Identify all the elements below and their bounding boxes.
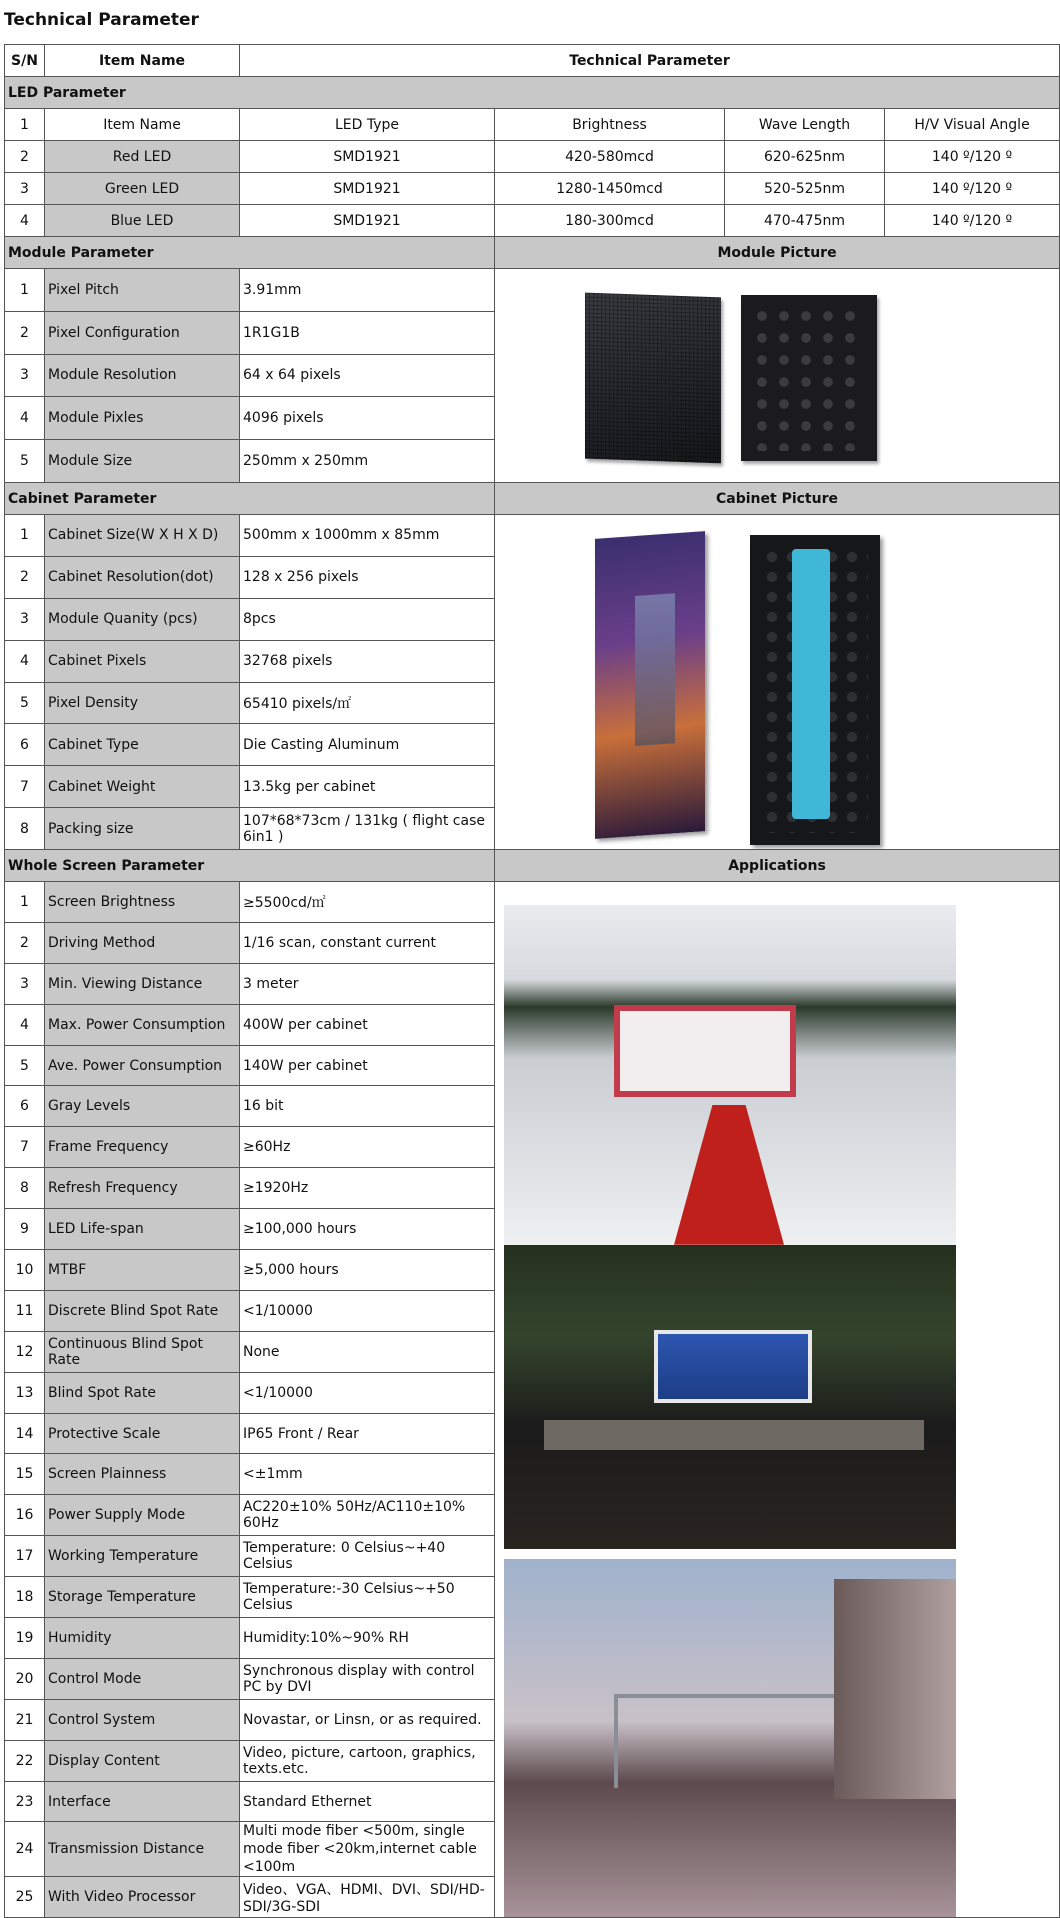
screen-param-name: Max. Power Consumption xyxy=(45,1004,240,1045)
row-sn: 7 xyxy=(5,766,45,808)
row-sn: 19 xyxy=(5,1618,45,1659)
screen-param-name: Frame Frequency xyxy=(45,1127,240,1168)
row-sn: 14 xyxy=(5,1413,45,1454)
row-sn: 12 xyxy=(5,1331,45,1372)
screen-param-value: IP65 Front / Rear xyxy=(240,1413,495,1454)
screen-param-value: 140W per cabinet xyxy=(240,1045,495,1086)
row-sn: 13 xyxy=(5,1372,45,1413)
led-wave-length: 470-475nm xyxy=(725,205,885,237)
cabinet-param-value: 65410 pixels/㎡ xyxy=(240,682,495,724)
screen-param-value: AC220±10% 50Hz/AC110±10% 60Hz xyxy=(240,1495,495,1536)
screen-section-title: Whole Screen Parameter xyxy=(5,850,495,882)
screen-param-name: Control Mode xyxy=(45,1658,240,1699)
module-param-name: Pixel Configuration xyxy=(45,311,240,354)
led-brightness: Brightness xyxy=(495,109,725,141)
technical-parameter-table xyxy=(4,44,1060,1918)
screen-param-name: Gray Levels xyxy=(45,1086,240,1127)
screen-param-value: <1/10000 xyxy=(240,1372,495,1413)
module-picture-title: Module Picture xyxy=(495,237,1060,269)
screen-param-value: Humidity:10%~90% RH xyxy=(240,1618,495,1659)
led-brightness: 1280-1450mcd xyxy=(495,173,725,205)
cabinet-param-value: 128 x 256 pixels xyxy=(240,556,495,598)
screen-param-value: ≥60Hz xyxy=(240,1127,495,1168)
screen-param-value: <1/10000 xyxy=(240,1290,495,1331)
row-sn: 2 xyxy=(5,141,45,173)
technical-parameter-header: Technical Parameter xyxy=(240,45,1060,77)
module-param-name: Module Resolution xyxy=(45,354,240,397)
row-sn: 5 xyxy=(5,440,45,483)
screen-param-value: ≥100,000 hours xyxy=(240,1209,495,1250)
row-sn: 4 xyxy=(5,205,45,237)
row-sn: 11 xyxy=(5,1290,45,1331)
screen-param-name: Screen Plainness xyxy=(45,1454,240,1495)
screen-param-value: ≥5,000 hours xyxy=(240,1250,495,1291)
row-sn: 1 xyxy=(5,882,45,923)
row-sn: 4 xyxy=(5,1004,45,1045)
row-sn: 6 xyxy=(5,724,45,766)
table-row xyxy=(5,515,1060,557)
section-row xyxy=(5,77,1060,109)
screen-param-value: Video、VGA、HDMI、DVI、SDI/HD-SDI/3G-SDI xyxy=(240,1877,495,1918)
row-sn: 1 xyxy=(5,269,45,312)
section-row xyxy=(5,850,1060,882)
row-sn: 5 xyxy=(5,682,45,724)
screen-param-name: Discrete Blind Spot Rate xyxy=(45,1290,240,1331)
row-sn: 2 xyxy=(5,311,45,354)
row-sn: 3 xyxy=(5,598,45,640)
module-param-name: Module Pixles xyxy=(45,397,240,440)
application-photo-outdoor xyxy=(504,1559,956,1918)
item-name-header: Item Name xyxy=(45,45,240,77)
cabinet-param-name: Cabinet Resolution(dot) xyxy=(45,556,240,598)
screen-param-name: Control System xyxy=(45,1699,240,1740)
screen-param-value: Temperature: 0 Celsius~+40 Celsius xyxy=(240,1536,495,1577)
row-sn: 3 xyxy=(5,963,45,1004)
cabinet-param-value: 107*68*73cm / 131kg ( flight case 6in1 ) xyxy=(240,808,495,850)
screen-param-name: Display Content xyxy=(45,1740,240,1781)
cabinet-param-name: Pixel Density xyxy=(45,682,240,724)
row-sn: 3 xyxy=(5,173,45,205)
module-front-image xyxy=(585,293,721,464)
module-param-value: 3.91mm xyxy=(240,269,495,312)
led-visual-angle: 140 º/120 º xyxy=(885,173,1060,205)
table-row xyxy=(5,882,1060,923)
section-row xyxy=(5,483,1060,515)
cabinet-param-value: Die Casting Aluminum xyxy=(240,724,495,766)
led-type: LED Type xyxy=(240,109,495,141)
led-visual-angle: H/V Visual Angle xyxy=(885,109,1060,141)
cabinet-back-image xyxy=(750,535,880,845)
screen-param-name: Blind Spot Rate xyxy=(45,1372,240,1413)
cabinet-param-value: 13.5kg per cabinet xyxy=(240,766,495,808)
led-wave-length: Wave Length xyxy=(725,109,885,141)
row-sn: 4 xyxy=(5,640,45,682)
module-param-value: 4096 pixels xyxy=(240,397,495,440)
row-sn: 8 xyxy=(5,808,45,850)
screen-param-name: Continuous Blind Spot Rate xyxy=(45,1331,240,1372)
led-brightness: 180-300mcd xyxy=(495,205,725,237)
cabinet-param-name: Cabinet Size(W X H X D) xyxy=(45,515,240,557)
row-sn: 16 xyxy=(5,1495,45,1536)
row-sn: 8 xyxy=(5,1168,45,1209)
section-row xyxy=(5,237,1060,269)
led-item-name: Blue LED xyxy=(45,205,240,237)
screen-param-name: Working Temperature xyxy=(45,1536,240,1577)
row-sn: 24 xyxy=(5,1822,45,1877)
module-picture xyxy=(495,269,1060,483)
screen-param-value: <±1mm xyxy=(240,1454,495,1495)
row-sn: 9 xyxy=(5,1209,45,1250)
table-row xyxy=(5,205,1060,237)
screen-param-name: Screen Brightness xyxy=(45,882,240,923)
led-item-name: Red LED xyxy=(45,141,240,173)
sn-header: S/N xyxy=(5,45,45,77)
led-item-name: Item Name xyxy=(45,109,240,141)
led-section-title: LED Parameter xyxy=(5,77,1060,109)
module-param-value: 64 x 64 pixels xyxy=(240,354,495,397)
row-sn: 5 xyxy=(5,1045,45,1086)
screen-param-value: Temperature:-30 Celsius~+50 Celsius xyxy=(240,1577,495,1618)
screen-param-value: ≥5500cd/㎡ xyxy=(240,882,495,923)
screen-param-name: Transmission Distance xyxy=(45,1822,240,1877)
screen-param-name: Ave. Power Consumption xyxy=(45,1045,240,1086)
led-visual-angle: 140 º/120 º xyxy=(885,141,1060,173)
led-type: SMD1921 xyxy=(240,173,495,205)
screen-param-name: Min. Viewing Distance xyxy=(45,963,240,1004)
row-sn: 23 xyxy=(5,1781,45,1822)
cabinet-param-name: Cabinet Type xyxy=(45,724,240,766)
screen-param-value: Novastar, or Linsn, or as required. xyxy=(240,1699,495,1740)
applications-picture xyxy=(495,882,1060,1918)
cabinet-picture xyxy=(495,515,1060,850)
module-section-title: Module Parameter xyxy=(5,237,495,269)
cabinet-param-value: 32768 pixels xyxy=(240,640,495,682)
row-sn: 3 xyxy=(5,354,45,397)
cabinet-section-title: Cabinet Parameter xyxy=(5,483,495,515)
cabinet-param-name: Module Quanity (pcs) xyxy=(45,598,240,640)
row-sn: 1 xyxy=(5,515,45,557)
module-param-name: Pixel Pitch xyxy=(45,269,240,312)
led-wave-length: 620-625nm xyxy=(725,141,885,173)
module-back-image xyxy=(741,295,877,461)
led-item-name: Green LED xyxy=(45,173,240,205)
cabinet-param-name: Cabinet Weight xyxy=(45,766,240,808)
row-sn: 25 xyxy=(5,1877,45,1918)
module-param-name: Module Size xyxy=(45,440,240,483)
cabinet-param-value: 500mm x 1000mm x 85mm xyxy=(240,515,495,557)
row-sn: 2 xyxy=(5,556,45,598)
module-param-value: 1R1G1B xyxy=(240,311,495,354)
screen-param-name: Power Supply Mode xyxy=(45,1495,240,1536)
application-photo-stage xyxy=(504,1245,956,1549)
led-type: SMD1921 xyxy=(240,141,495,173)
screen-param-name: Refresh Frequency xyxy=(45,1168,240,1209)
module-param-value: 250mm x 250mm xyxy=(240,440,495,483)
cabinet-front-image xyxy=(595,531,705,839)
led-brightness: 420-580mcd xyxy=(495,141,725,173)
led-visual-angle: 140 º/120 º xyxy=(885,205,1060,237)
screen-param-value: 1/16 scan, constant current xyxy=(240,922,495,963)
row-sn: 18 xyxy=(5,1577,45,1618)
row-sn: 21 xyxy=(5,1699,45,1740)
cabinet-picture-title: Cabinet Picture xyxy=(495,483,1060,515)
row-sn: 1 xyxy=(5,109,45,141)
cabinet-param-name: Packing size xyxy=(45,808,240,850)
row-sn: 22 xyxy=(5,1740,45,1781)
screen-param-value: None xyxy=(240,1331,495,1372)
page-title: Technical Parameter xyxy=(4,10,199,30)
row-sn: 15 xyxy=(5,1454,45,1495)
cabinet-param-value: 8pcs xyxy=(240,598,495,640)
applications-title: Applications xyxy=(495,850,1060,882)
table-row xyxy=(5,269,1060,312)
table-row xyxy=(5,109,1060,141)
row-sn: 2 xyxy=(5,922,45,963)
screen-param-value: 16 bit xyxy=(240,1086,495,1127)
cabinet-param-name: Cabinet Pixels xyxy=(45,640,240,682)
screen-param-name: Driving Method xyxy=(45,922,240,963)
row-sn: 4 xyxy=(5,397,45,440)
screen-param-value: ≥1920Hz xyxy=(240,1168,495,1209)
header-row xyxy=(5,45,1060,77)
screen-param-name: Interface xyxy=(45,1781,240,1822)
screen-param-value: Video, picture, cartoon, graphics, texts.etc. xyxy=(240,1740,495,1781)
screen-param-name: LED Life-span xyxy=(45,1209,240,1250)
screen-param-value: 3 meter xyxy=(240,963,495,1004)
led-type: SMD1921 xyxy=(240,205,495,237)
screen-param-name: Protective Scale xyxy=(45,1413,240,1454)
row-sn: 7 xyxy=(5,1127,45,1168)
row-sn: 17 xyxy=(5,1536,45,1577)
screen-param-value: 400W per cabinet xyxy=(240,1004,495,1045)
table-row xyxy=(5,173,1060,205)
led-wave-length: 520-525nm xyxy=(725,173,885,205)
application-photo-wedding xyxy=(504,905,956,1245)
row-sn: 6 xyxy=(5,1086,45,1127)
screen-param-value: Synchronous display with control PC by DVI xyxy=(240,1658,495,1699)
screen-param-name: With Video Processor xyxy=(45,1877,240,1918)
screen-param-value: Multi mode fiber <500m, single mode fiber <20km,internet cable <100m xyxy=(240,1822,495,1877)
screen-param-value: Standard Ethernet xyxy=(240,1781,495,1822)
screen-param-name: Humidity xyxy=(45,1618,240,1659)
row-sn: 20 xyxy=(5,1658,45,1699)
screen-param-name: MTBF xyxy=(45,1250,240,1291)
row-sn: 10 xyxy=(5,1250,45,1291)
table-row xyxy=(5,141,1060,173)
screen-param-name: Storage Temperature xyxy=(45,1577,240,1618)
